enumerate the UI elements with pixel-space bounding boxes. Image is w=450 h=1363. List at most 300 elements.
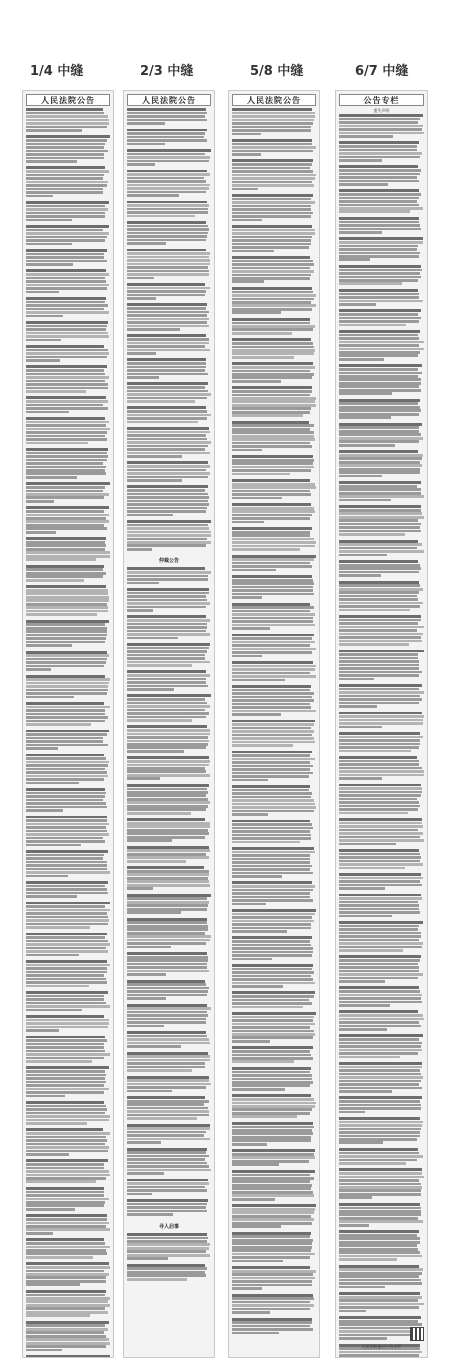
- text-line: [127, 733, 210, 736]
- text-line: [127, 1018, 206, 1021]
- notice-paragraph: [26, 1321, 110, 1355]
- text-line: [127, 661, 210, 664]
- text-line: [232, 603, 310, 606]
- text-line: [232, 531, 310, 534]
- text-line: [127, 832, 209, 835]
- text-line: [26, 675, 105, 678]
- text-line: [232, 267, 310, 270]
- text-line: [339, 1090, 392, 1093]
- notice-paragraph: [127, 129, 211, 149]
- text-line: [232, 1002, 312, 1005]
- text-line: [339, 402, 418, 405]
- text-line: [127, 366, 206, 369]
- text-line: [339, 132, 424, 135]
- text-line: [232, 1280, 312, 1283]
- text-line: [232, 1311, 270, 1314]
- text-line: [232, 133, 261, 136]
- text-line: [339, 678, 374, 681]
- notice-paragraph: [232, 1046, 316, 1066]
- text-line: [127, 1011, 207, 1014]
- text-line: [232, 1301, 310, 1304]
- text-line: [232, 1198, 275, 1201]
- text-line: [339, 1117, 420, 1120]
- notice-paragraph: [339, 265, 424, 288]
- text-line: [232, 1115, 297, 1118]
- text-line: [339, 1279, 421, 1282]
- text-line: [26, 1283, 80, 1286]
- text-line: [339, 674, 419, 677]
- text-line: [127, 211, 208, 214]
- text-line: [339, 156, 420, 159]
- text-line: [26, 229, 103, 232]
- text-line: [26, 850, 108, 853]
- text-line: [232, 442, 310, 445]
- text-line: [232, 1174, 310, 1177]
- text-line: [127, 794, 206, 797]
- text-line: [339, 389, 421, 392]
- text-line: [26, 1266, 110, 1269]
- text-line: [232, 562, 310, 565]
- text-line: [232, 1129, 312, 1132]
- column-body: [127, 108, 211, 1283]
- text-line: [232, 1094, 311, 1097]
- text-line: [26, 459, 107, 462]
- text-line: [26, 1180, 96, 1183]
- text-line: [339, 224, 420, 227]
- text-line: [26, 840, 105, 843]
- notice-paragraph: [339, 423, 424, 450]
- text-line: [232, 1122, 313, 1125]
- text-line: [339, 1337, 387, 1340]
- text-line: [127, 1103, 204, 1106]
- text-line: [232, 1074, 312, 1077]
- text-line: [127, 1172, 164, 1175]
- text-line: [339, 543, 422, 546]
- notice-paragraph: [339, 784, 424, 818]
- text-line: [232, 985, 283, 988]
- text-line: [339, 1272, 422, 1275]
- text-line: [232, 483, 315, 486]
- text-line: [26, 778, 104, 781]
- text-line: [26, 1002, 106, 1005]
- text-line: [26, 1242, 105, 1245]
- text-line: [127, 143, 165, 146]
- text-line: [339, 839, 424, 842]
- notice-paragraph: [232, 785, 316, 819]
- text-line: [339, 777, 382, 780]
- notice-paragraph: [339, 189, 424, 216]
- text-line: [339, 499, 391, 502]
- text-line: [26, 596, 109, 599]
- text-line: [232, 761, 310, 764]
- notice-paragraph: [127, 846, 211, 866]
- text-line: [127, 538, 207, 541]
- notice-paragraph: [26, 1262, 110, 1289]
- text-line: [127, 1203, 207, 1206]
- text-line: [339, 671, 422, 674]
- text-line: [339, 660, 419, 663]
- text-line: [127, 588, 209, 591]
- text-line: [339, 252, 420, 255]
- text-line: [26, 641, 105, 644]
- text-line: [127, 956, 208, 959]
- text-line: [339, 1203, 420, 1206]
- text-line: [127, 469, 206, 472]
- notice-paragraph: [232, 1170, 316, 1204]
- text-line: [339, 712, 422, 715]
- text-line: [339, 880, 420, 883]
- notice-paragraph: [232, 159, 316, 193]
- notice-paragraph: [26, 249, 110, 269]
- text-line: [232, 1054, 311, 1057]
- text-line: [232, 215, 311, 218]
- text-line: [26, 287, 107, 290]
- text-line: [127, 119, 207, 122]
- text-line: [127, 472, 210, 475]
- text-line: [127, 307, 206, 310]
- text-line: [127, 897, 207, 900]
- text-line: [339, 1282, 422, 1285]
- notice-paragraph: [127, 1148, 211, 1178]
- notice-paragraph: [26, 850, 110, 880]
- notice-paragraph: [26, 960, 110, 990]
- text-line: [232, 362, 313, 365]
- text-line: [339, 908, 419, 911]
- text-line: [339, 296, 419, 299]
- notice-paragraph: [127, 756, 211, 783]
- text-line: [26, 236, 107, 239]
- text-line: [26, 926, 90, 929]
- text-line: [127, 1045, 181, 1048]
- text-line: [26, 1349, 62, 1352]
- text-line: [127, 942, 206, 945]
- text-line: [232, 1194, 314, 1197]
- text-line: [127, 362, 206, 365]
- text-line: [127, 609, 153, 612]
- text-line: [339, 1186, 422, 1189]
- text-line: [26, 1222, 109, 1225]
- text-line: [232, 342, 313, 345]
- text-line: [26, 892, 108, 895]
- text-line: [232, 569, 276, 572]
- text-line: [26, 782, 79, 785]
- text-line: [127, 705, 210, 708]
- text-line: [26, 1262, 109, 1265]
- text-line: [26, 352, 109, 355]
- text-line: [232, 909, 316, 912]
- text-line: [232, 466, 314, 469]
- text-line: [339, 495, 424, 498]
- notice-paragraph: [232, 720, 316, 750]
- text-line: [26, 555, 110, 558]
- text-line: [26, 1074, 106, 1077]
- text-line: [26, 383, 108, 386]
- text-line: [26, 1146, 109, 1149]
- column-label-2: 2/3 中缝: [140, 64, 194, 79]
- notice-paragraph: [26, 365, 110, 395]
- text-line: [26, 1029, 59, 1032]
- text-line: [339, 894, 421, 897]
- text-line: [127, 1035, 207, 1038]
- text-line: [339, 887, 385, 890]
- text-line: [339, 416, 391, 419]
- text-line: [127, 908, 207, 911]
- text-line: [339, 1196, 372, 1199]
- text-line: [26, 871, 110, 874]
- text-line: [127, 1038, 209, 1041]
- text-line: [339, 955, 421, 958]
- text-line: [232, 768, 310, 771]
- text-line: [339, 468, 420, 471]
- text-line: [26, 1300, 108, 1303]
- text-line: [26, 816, 107, 819]
- text-line: [232, 1332, 279, 1335]
- text-line: [339, 272, 420, 275]
- text-line: [127, 626, 207, 629]
- text-line: [26, 947, 106, 950]
- text-line: [232, 424, 314, 427]
- text-line: [26, 634, 107, 637]
- text-line: [127, 911, 181, 914]
- section-title: 仲裁公告: [158, 558, 179, 565]
- text-line: [339, 114, 423, 117]
- text-line: [339, 1210, 421, 1213]
- text-line: [127, 1079, 209, 1082]
- text-line: [232, 634, 314, 637]
- text-line: [232, 964, 313, 967]
- text-line: [339, 818, 422, 821]
- text-line: [232, 586, 313, 589]
- text-line: [339, 805, 420, 808]
- text-line: [232, 806, 316, 809]
- text-line: [232, 641, 315, 644]
- text-line: [232, 875, 282, 878]
- text-line: [339, 423, 422, 426]
- text-line: [26, 757, 106, 760]
- text-line: [127, 921, 207, 924]
- text-line: [232, 219, 262, 222]
- text-line: [26, 143, 105, 146]
- text-line: [232, 841, 300, 844]
- text-line: [339, 581, 419, 584]
- text-line: [232, 1328, 313, 1331]
- text-line: [127, 434, 206, 437]
- column-body: [339, 114, 424, 1358]
- text-line: [232, 308, 312, 311]
- text-line: [26, 345, 104, 348]
- notice-paragraph: [232, 1318, 316, 1338]
- text-line: [26, 1273, 109, 1276]
- text-line: [26, 273, 109, 276]
- text-line: [127, 983, 206, 986]
- text-line: [26, 166, 105, 169]
- text-line: [26, 291, 59, 294]
- text-line: [26, 764, 108, 767]
- text-line: [127, 987, 209, 990]
- text-line: [26, 472, 106, 475]
- text-line: [339, 228, 421, 231]
- text-line: [26, 603, 107, 606]
- text-line: [127, 599, 207, 602]
- text-line: [127, 729, 210, 732]
- text-line: [232, 1249, 311, 1252]
- text-line: [26, 978, 106, 981]
- text-line: [127, 623, 207, 626]
- text-line: [127, 115, 205, 118]
- text-line: [26, 572, 106, 575]
- text-line: [232, 827, 313, 830]
- text-line: [339, 767, 422, 770]
- text-line: [232, 352, 314, 355]
- text-line: [127, 647, 209, 650]
- text-line: [232, 263, 314, 266]
- text-line: [127, 303, 207, 306]
- column-label-1: 1/4 中缝: [30, 64, 84, 79]
- text-line: [26, 1208, 75, 1211]
- column-body: [26, 108, 110, 1358]
- column-strip-4: [335, 90, 428, 1358]
- text-line: [26, 1355, 110, 1358]
- text-line: [232, 999, 309, 1002]
- text-line: [26, 823, 109, 826]
- text-line: [339, 1034, 423, 1037]
- text-line: [232, 582, 314, 585]
- text-line: [26, 510, 104, 513]
- text-line: [127, 1069, 192, 1072]
- text-line: [127, 664, 192, 667]
- text-line: [26, 1143, 105, 1146]
- text-line: [26, 1201, 105, 1204]
- text-line: [26, 1119, 109, 1122]
- text-line: [26, 761, 109, 764]
- text-line: [232, 558, 314, 561]
- text-line: [26, 390, 86, 393]
- text-line: [127, 1233, 207, 1236]
- text-line: [232, 112, 315, 115]
- text-line: [26, 585, 106, 588]
- text-line: [339, 736, 423, 739]
- column-header: 公告专栏: [339, 94, 424, 106]
- text-line: [232, 847, 314, 850]
- text-line: [26, 365, 107, 368]
- text-line: [232, 685, 311, 688]
- text-line: [232, 1098, 314, 1101]
- text-line: [232, 881, 312, 884]
- text-line: [127, 132, 205, 135]
- text-line: [232, 885, 315, 888]
- text-line: [232, 1030, 314, 1033]
- notice-paragraph: [339, 364, 424, 398]
- text-line: [127, 156, 210, 159]
- text-line: [232, 322, 310, 325]
- text-line: [232, 978, 313, 981]
- text-line: [26, 792, 106, 795]
- text-line: [26, 308, 104, 311]
- text-line: [26, 428, 110, 431]
- text-line: [26, 565, 104, 568]
- text-line: [127, 698, 205, 701]
- text-line: [232, 982, 315, 985]
- text-line: [127, 520, 211, 523]
- text-line: [232, 775, 309, 778]
- text-line: [232, 706, 311, 709]
- text-line: [26, 170, 109, 173]
- text-line: [127, 1021, 206, 1024]
- text-line: [339, 1159, 417, 1162]
- notice-paragraph: [339, 615, 424, 649]
- text-line: [232, 212, 313, 215]
- text-line: [127, 328, 180, 331]
- text-line: [26, 802, 106, 805]
- text-line: [339, 372, 422, 375]
- text-line: [339, 1251, 420, 1254]
- text-line: [127, 221, 206, 224]
- text-line: [339, 1104, 421, 1107]
- text-line: [339, 564, 420, 567]
- text-line: [232, 1253, 315, 1256]
- text-line: [26, 301, 105, 304]
- text-line: [26, 610, 108, 613]
- text-line: [127, 712, 209, 715]
- text-line: [127, 1158, 205, 1161]
- text-line: [26, 448, 108, 451]
- text-line: [26, 1139, 107, 1142]
- text-line: [127, 465, 210, 468]
- notice-paragraph: [232, 338, 316, 361]
- text-line: [339, 1183, 421, 1186]
- text-line: [232, 975, 311, 978]
- text-line: [26, 191, 103, 194]
- text-line: [232, 356, 294, 359]
- text-line: [232, 1297, 314, 1300]
- text-line: [232, 1136, 311, 1139]
- text-line: [339, 1292, 420, 1295]
- text-line: [127, 615, 206, 618]
- text-line: [339, 1028, 387, 1031]
- text-line: [232, 668, 315, 671]
- text-line: [127, 215, 195, 218]
- text-line: [26, 205, 105, 208]
- text-line: [127, 743, 208, 746]
- text-line: [26, 1187, 104, 1190]
- text-line: [26, 575, 103, 578]
- text-line: [339, 1049, 422, 1052]
- text-line: [339, 977, 418, 980]
- text-line: [232, 181, 312, 184]
- text-line: [127, 311, 209, 314]
- text-line: [232, 122, 313, 125]
- text-line: [26, 328, 106, 331]
- text-line: [339, 1124, 422, 1127]
- text-line: [339, 966, 419, 969]
- text-line: [26, 716, 108, 719]
- text-line: [232, 435, 314, 438]
- text-line: [339, 832, 423, 835]
- text-line: [339, 457, 422, 460]
- text-line: [339, 743, 420, 746]
- text-line: [127, 619, 210, 622]
- notice-paragraph: [26, 269, 110, 296]
- notice-paragraph: [339, 560, 424, 580]
- column-header: 人民法院公告: [232, 94, 316, 106]
- text-line: [26, 613, 97, 616]
- text-line: [26, 754, 104, 757]
- text-line: [339, 849, 419, 852]
- text-line: [232, 579, 313, 582]
- text-line: [339, 488, 421, 491]
- text-line: [127, 510, 206, 513]
- text-line: [26, 665, 104, 668]
